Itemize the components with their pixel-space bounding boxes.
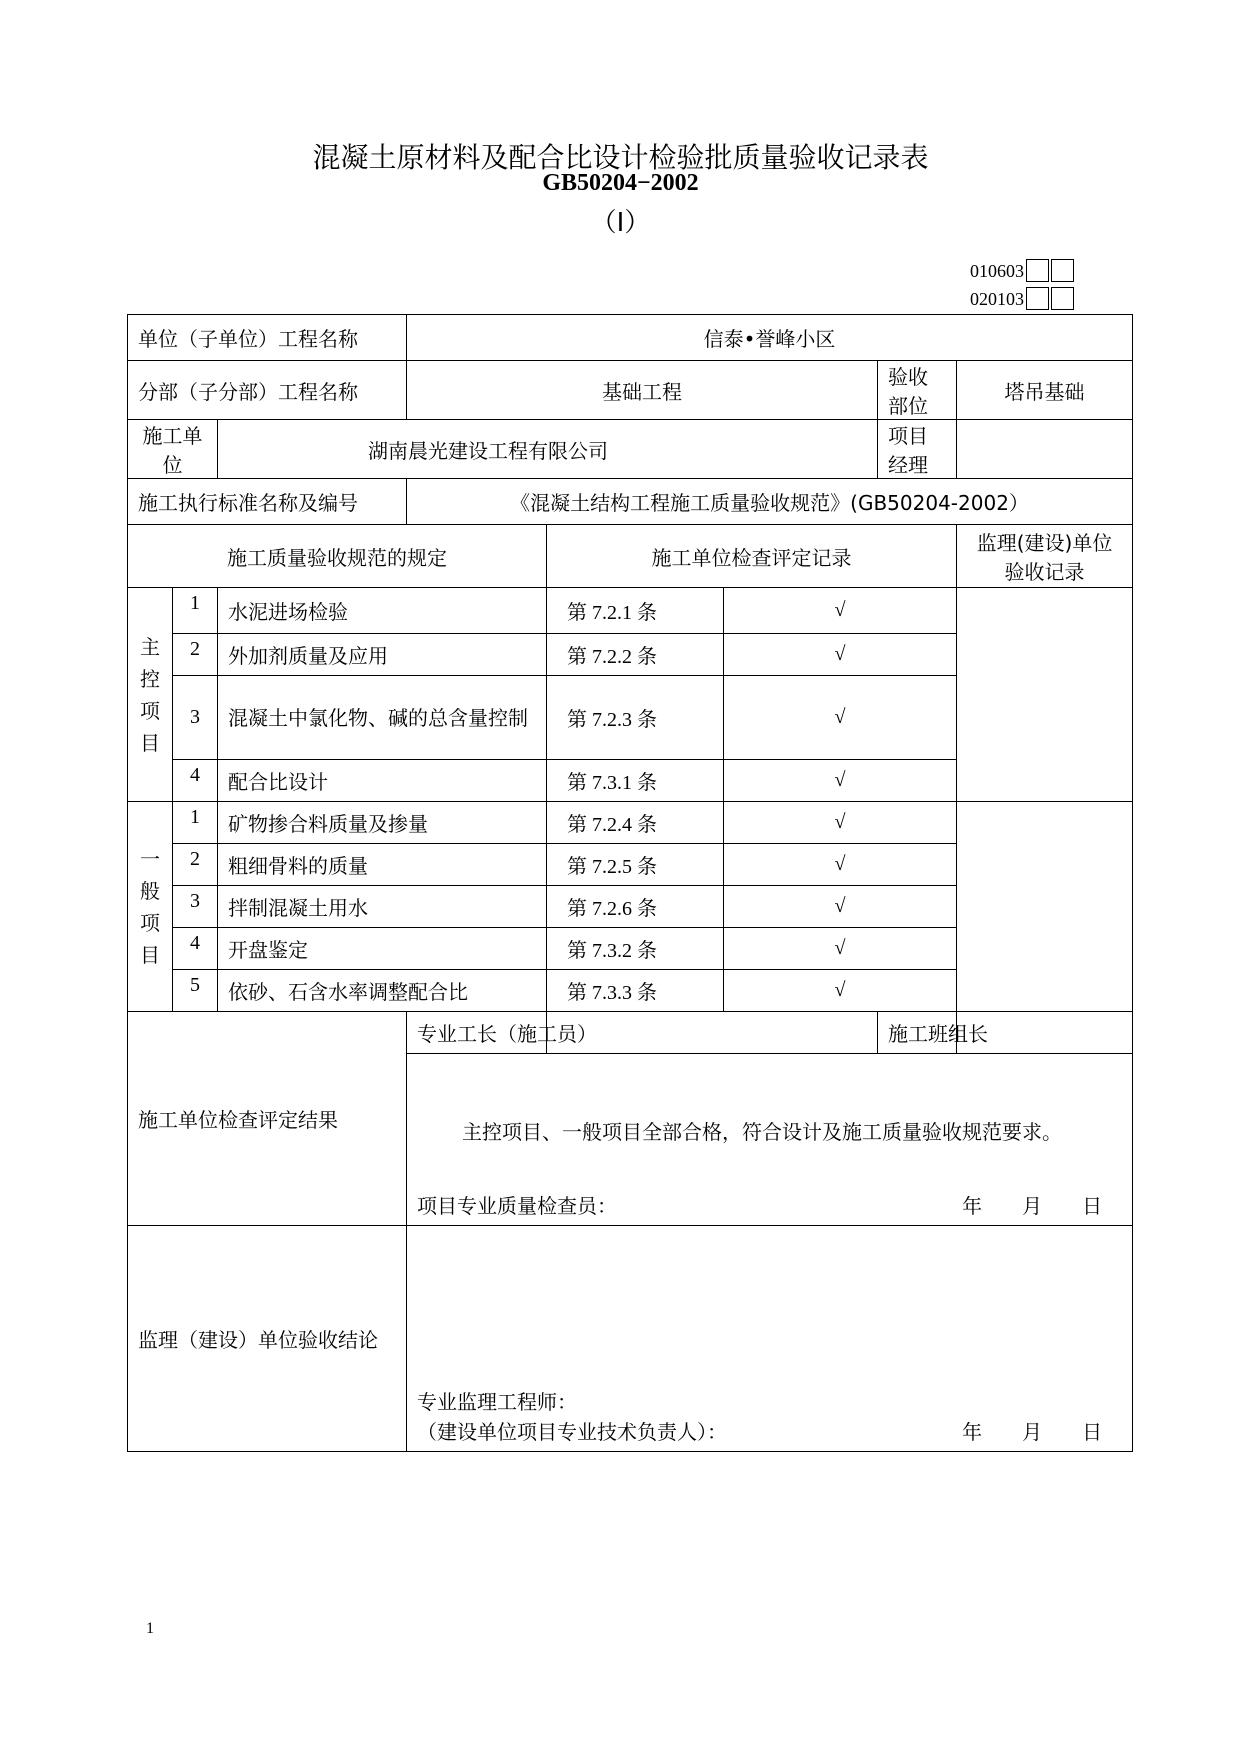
item-result: √ <box>724 844 957 886</box>
standard-name-label: 施工执行标准名称及编号 <box>128 479 407 525</box>
item-number: 3 <box>173 676 218 760</box>
code-box[interactable] <box>1026 259 1049 282</box>
supervisor-conclusion-area <box>407 1226 1133 1452</box>
item-name: 水泥进场检验 <box>218 588 547 634</box>
project-manager-value <box>957 420 1133 479</box>
record-code-2 <box>970 286 1074 312</box>
table-row <box>128 588 1133 634</box>
item-number: 3 <box>173 886 218 928</box>
supervisor-header-line-1: 监理(建设)单位 <box>976 531 1113 555</box>
item-name: 矿物掺合料质量及掺量 <box>218 802 547 844</box>
item-clause: 第 7.3.2 条 <box>547 928 724 970</box>
contractor-record-column-header: 施工单位检查评定记录 <box>547 525 957 588</box>
item-number: 2 <box>173 634 218 676</box>
contractor-result-area <box>407 1054 1133 1226</box>
item-number: 1 <box>173 802 218 844</box>
item-name: 拌制混凝土用水 <box>218 886 547 928</box>
item-result: √ <box>724 970 957 1012</box>
standard-name-value: 《混凝土结构工程施工质量验收规范》(GB50204-2002） <box>407 479 1133 525</box>
code-box[interactable] <box>1026 287 1049 310</box>
contractor-value: 湖南晨光建设工程有限公司 <box>218 420 878 479</box>
item-result: √ <box>724 928 957 970</box>
contractor-result-label: 施工单位检查评定结果 <box>128 1012 407 1226</box>
item-result: √ <box>724 588 957 634</box>
inspection-record-table <box>127 314 1133 1452</box>
main-supervisor-record <box>957 588 1133 802</box>
item-name: 混凝土中氯化物、碱的总含量控制 <box>218 676 547 760</box>
date-label: 年 月 日 <box>962 1194 1103 1218</box>
item-name: 外加剂质量及应用 <box>218 634 547 676</box>
contractor-result-text: 主控项目、一般项目全部合格，符合设计及施工质量验收规范要求。 <box>462 1120 1062 1144</box>
volume-marker: （Ⅰ） <box>590 208 651 237</box>
item-result: √ <box>724 676 957 760</box>
item-name: 配合比设计 <box>218 760 547 802</box>
item-result: √ <box>724 760 957 802</box>
item-clause: 第 7.3.1 条 <box>547 760 724 802</box>
general-supervisor-record <box>957 802 1133 1012</box>
quality-inspector-label: 项目专业质量检查员： <box>417 1194 617 1218</box>
item-clause: 第 7.2.5 条 <box>547 844 724 886</box>
spec-column-header: 施工质量验收规范的规定 <box>128 525 547 588</box>
supervisor-engineer-label: 专业监理工程师： <box>417 1390 577 1414</box>
item-clause: 第 7.3.3 条 <box>547 970 724 1012</box>
record-code-number: 020103 <box>970 289 1024 309</box>
record-code-1 <box>970 258 1074 284</box>
division-name-label: 分部（子分部）工程名称 <box>128 361 407 420</box>
standard-code: GB50204−2002 <box>542 170 699 196</box>
owner-tech-label: （建设单位项目专业技术负责人）： <box>417 1420 727 1444</box>
item-name: 开盘鉴定 <box>218 928 547 970</box>
item-result: √ <box>724 886 957 928</box>
item-clause: 第 7.2.6 条 <box>547 886 724 928</box>
item-result: √ <box>724 802 957 844</box>
supervisor-conclusion-label: 监理（建设）单位验收结论 <box>128 1226 407 1452</box>
page-number: 1 <box>146 1620 154 1637</box>
item-clause: 第 7.2.2 条 <box>547 634 724 676</box>
item-clause: 第 7.2.4 条 <box>547 802 724 844</box>
code-box[interactable] <box>1051 287 1074 310</box>
date-label: 年 月 日 <box>962 1420 1103 1444</box>
division-name-value: 基础工程 <box>407 361 878 420</box>
record-code-number: 010603 <box>970 261 1024 281</box>
main-items-label: 主 控 项 目 <box>128 588 173 802</box>
item-name: 粗细骨料的质量 <box>218 844 547 886</box>
inspect-part-value: 塔吊基础 <box>957 361 1133 420</box>
inspect-part-label: 验收部位 <box>878 361 957 420</box>
item-number: 5 <box>173 970 218 1012</box>
supervisor-record-column-header <box>957 525 1133 588</box>
supervisor-header-line-2: 验收记录 <box>1004 560 1085 584</box>
unit-name-label: 单位（子单位）工程名称 <box>128 315 407 361</box>
item-result: √ <box>724 634 957 676</box>
item-number: 2 <box>173 844 218 886</box>
foreman-label: 专业工长（施工员） <box>407 1012 547 1054</box>
item-clause: 第 7.2.1 条 <box>547 588 724 634</box>
code-box[interactable] <box>1051 259 1074 282</box>
document-title: 混凝土原材料及配合比设计检验批质量验收记录表 <box>312 141 929 174</box>
item-number: 4 <box>173 760 218 802</box>
general-items-label: 一 般 项 目 <box>128 802 173 1012</box>
item-number: 4 <box>173 928 218 970</box>
item-number: 1 <box>173 588 218 634</box>
contractor-label: 施工单位 <box>128 420 218 479</box>
item-clause: 第 7.2.3 条 <box>547 676 724 760</box>
unit-name-value: 信泰•誉峰小区 <box>407 315 1133 361</box>
project-manager-label: 项目经理 <box>878 420 957 479</box>
item-name: 依砂、石含水率调整配合比 <box>218 970 547 1012</box>
team-leader-label: 施工班组长 <box>878 1012 957 1054</box>
table-row <box>128 802 1133 844</box>
